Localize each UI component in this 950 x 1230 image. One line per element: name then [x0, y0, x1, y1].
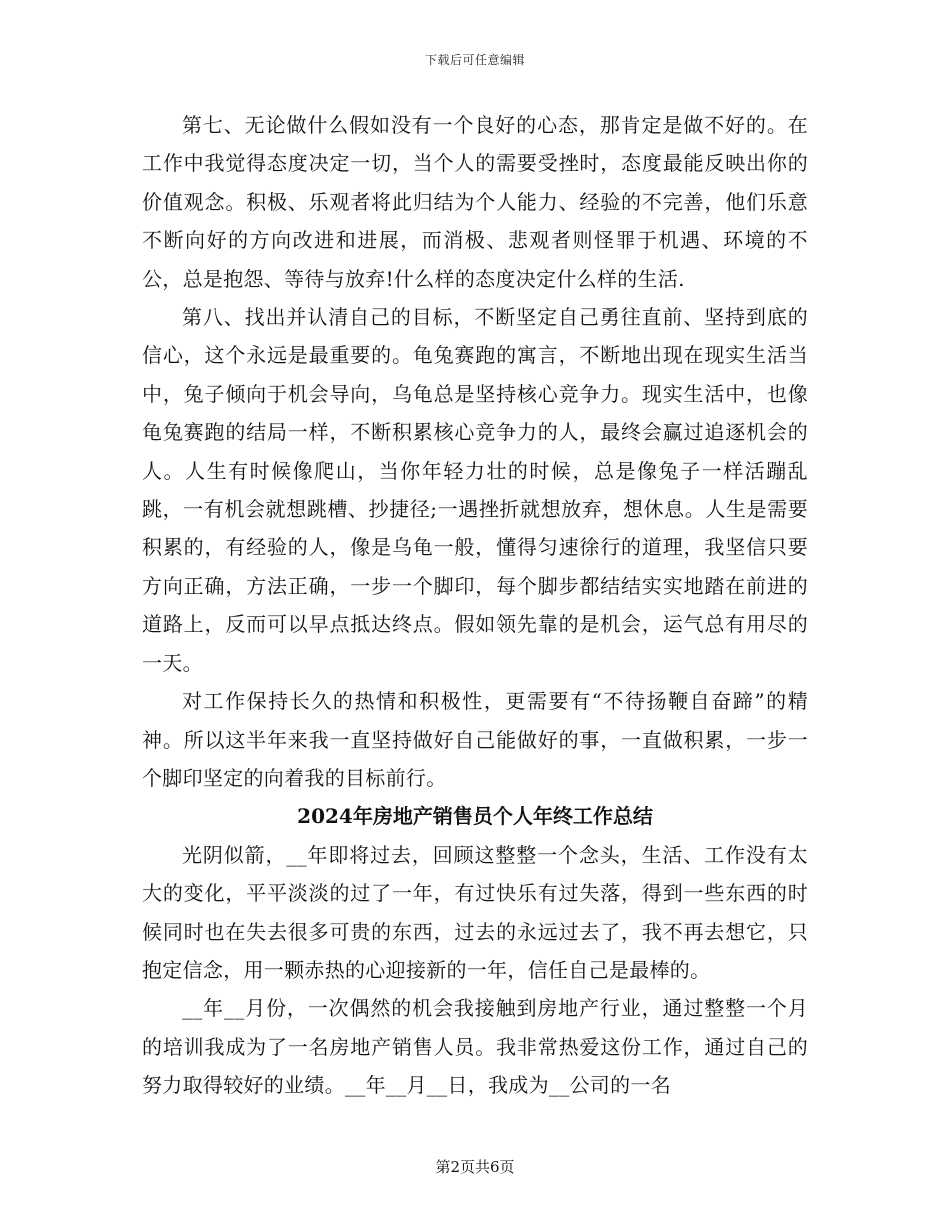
paragraph-year-review: 光阴似箭，__年即将过去，回顾这整整一个念头，生活、工作没有太大的变化，平平淡淡的过了一年，有过快乐有过失落，得到一些东西的时候同时也在失去很多可贵的东西，过去的永远过去了，我不再去想它，只抱定信念，用一颗赤热的心迎接新的一年，信任自己是最棒的。	[142, 842, 808, 982]
page-number: 第2页共6页	[435, 1158, 515, 1176]
document-body	[142, 106, 808, 1105]
paragraph-attitude: 第七、无论做什么假如没有一个良好的心态，那肯定是做不好的。在工作中我觉得态度决定一切，当个人的需要受挫时，态度最能反映出你的价值观念。积极、乐观者将此归结为个人能力、经验的不完善，他们乐意不断向好的方向改进和进展，而消极、悲观者则怪罪于机遇、环境的不公，总是抱怨、等待与放弃!什么样的态度决定什么样的生活.	[142, 113, 808, 291]
page-header-note: 下载后可任意编辑	[424, 53, 525, 67]
paragraph-enthusiasm: 对工作保持长久的热情和积极性，更需要有“不待扬鞭自奋蹄”的精神。所以这半年来我一直坚持做好自己能做好的事，一直做积累，一步一个脚印坚定的向着我的目标前行。	[142, 689, 808, 790]
paragraph-goals: 第八、找出并认清自己的目标，不断坚定自己勇往直前、坚持到底的信心，这个永远是最重要的。龟兔赛跑的寓言，不断地出现在现实生活当中，兔子倾向于机会导向，乌龟总是坚持核心竞争力。现实生活中，也像龟兔赛跑的结局一样，不断积累核心竞争力的人，最终会赢过追逐机会的人。人生有时候像爬山，当你年轻力壮的时候，总是像兔子一样活蹦乱跳，一有机会就想跳槽、抄捷径;一遇挫折就想放弃，想休息。人生是需要积累的，有经验的人，像是乌龟一般，懂得匀速徐行的道理，我坚信只要方向正确，方法正确，一步一个脚印，每个脚步都结结实实地踏在前进的道路上，反而可以早点抵达终点。假如领先靠的是机会，运气总有用尽的一天。	[142, 305, 808, 675]
paragraph-career-start: __年__月份，一次偶然的机会我接触到房地产行业，通过整整一个月的培训我成为了一名房地产销售人员。我非常热爱这份工作，通过自己的努力取得较好的业绩。__年__月__日，我成为__公司的一名	[142, 996, 808, 1098]
section-title: 2024年房地产销售员个人年终工作总结	[297, 804, 653, 829]
